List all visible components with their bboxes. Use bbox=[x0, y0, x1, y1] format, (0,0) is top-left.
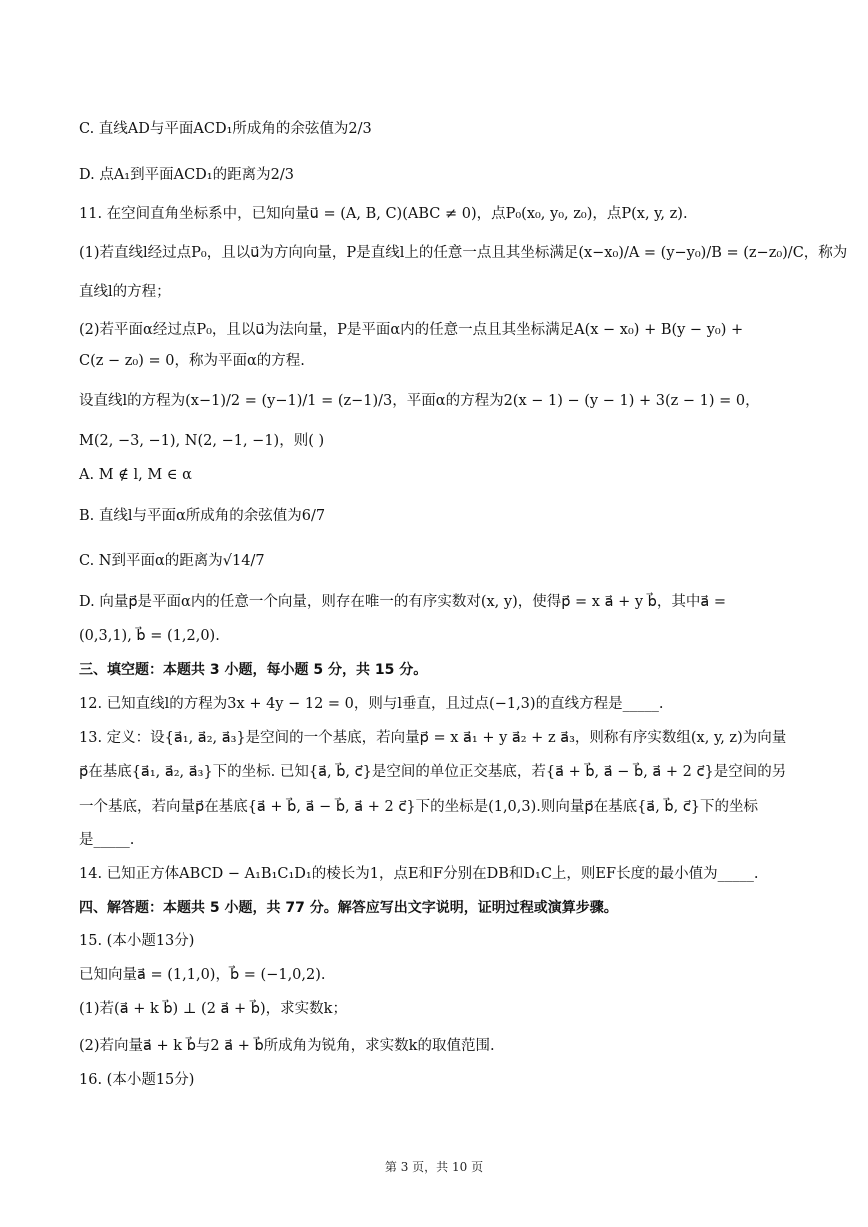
section-3-heading: 三、填空题：本题共 3 小题，每小题 5 分，共 15 分。 bbox=[79, 662, 428, 678]
option-a-q11: A. M ∉ l, M ∈ α bbox=[79, 467, 192, 483]
page-footer: 第 3 页，共 10 页 bbox=[384, 1160, 484, 1174]
question-14: 14. 已知正方体ABCD − A₁B₁C₁D₁的棱长为1，点E和F分别在DB和D₁C上，则EF长度的最小值为_____. bbox=[79, 866, 759, 882]
question-11-stem: 11. 在空间直角坐标系中，已知向量u⃗ = (A, B, C)(ABC ≠ 0)，点P₀(x₀, y₀, z₀)，点P(x, y, z). bbox=[79, 206, 688, 222]
option-d-q11: D. 向量p⃗是平面α内的任意一个向量，则存在唯一的有序实数对(x, y)，使得p⃗ = x a⃗ + y b⃗，其中a⃗ = bbox=[79, 594, 726, 610]
question-13-line-1: 13. 定义：设{a⃗₁, a⃗₂, a⃗₃}是空间的一个基底，若向量p⃗ = x a⃗₁ + y a⃗₂ + z a⃗₃，则称有序实数组(x, y, z)为向量 bbox=[79, 730, 787, 746]
question-11-def-2: (2)若平面α经过点P₀，且以u⃗为法向量，P是平面α内的任意一点且其坐标满足A(x − x₀) + B(y − y₀) + bbox=[79, 322, 744, 338]
question-15-title: 15. (本小题13分) bbox=[79, 933, 195, 949]
question-16-title: 16. (本小题15分) bbox=[79, 1072, 195, 1088]
option-b-q11: B. 直线l与平面α所成角的余弦值为6/7 bbox=[79, 508, 326, 524]
question-15-given: 已知向量a⃗ = (1,1,0)，b⃗ = (−1,0,2). bbox=[79, 967, 326, 983]
question-13-line-4: 是_____. bbox=[79, 832, 135, 848]
option-d-q10: D. 点A₁到平面ACD₁的距离为2/3 bbox=[79, 167, 294, 183]
question-11-given: 设直线l的方程为(x−1)/2 = (y−1)/1 = (z−1)/3，平面α的方程为2(x − 1) − (y − 1) + 3(z − 1) = 0， bbox=[79, 393, 760, 409]
option-d-q11-cont: (0,3,1), b⃗ = (1,2,0). bbox=[79, 628, 220, 644]
question-13-line-2: p⃗在基底{a⃗₁, a⃗₂, a⃗₃}下的坐标. 已知{a⃗, b⃗, c⃗}是空间的单位正交基底，若{a⃗ + b⃗, a⃗ − b⃗, a⃗ + 2 c⃗}是空间的另 bbox=[79, 764, 787, 780]
question-15-part-1: (1)若(a⃗ + k b⃗) ⊥ (2 a⃗ + b⃗)，求实数k； bbox=[79, 1001, 347, 1017]
question-13-line-3: 一个基底，若向量p⃗在基底{a⃗ + b⃗, a⃗ − b⃗, a⃗ + 2 c⃗}下的坐标是(1,0,3).则向量p⃗在基底{a⃗, b⃗, c⃗}下的坐标 bbox=[79, 799, 759, 815]
question-12: 12. 已知直线l的方程为3x + 4y − 12 = 0，则与l垂直，且过点(−1,3)的直线方程是_____. bbox=[79, 696, 664, 712]
question-11-points: M(2, −3, −1), N(2, −1, −1)，则( ) bbox=[79, 433, 325, 449]
question-11-def-1: (1)若直线l经过点P₀，且以u⃗为方向向量，P是直线l上的任意一点且其坐标满足(x−x₀)/A = (y−y₀)/B = (z−z₀)/C，称为 bbox=[79, 245, 848, 261]
section-4-heading: 四、解答题：本题共 5 小题，共 77 分。解答应写出文字说明，证明过程或演算步骤。 bbox=[79, 900, 618, 916]
question-15-part-2: (2)若向量a⃗ + k b⃗与2 a⃗ + b⃗所成角为锐角，求实数k的取值范围. bbox=[79, 1038, 495, 1054]
question-11-def-2-cont: C(z − z₀) = 0，称为平面α的方程. bbox=[79, 353, 305, 369]
option-c-q10: C. 直线AD与平面ACD₁所成角的余弦值为2/3 bbox=[79, 121, 372, 137]
option-c-q11: C. N到平面α的距离为√14/7 bbox=[79, 553, 265, 569]
question-11-def-1-cont: 直线l的方程； bbox=[79, 284, 171, 300]
